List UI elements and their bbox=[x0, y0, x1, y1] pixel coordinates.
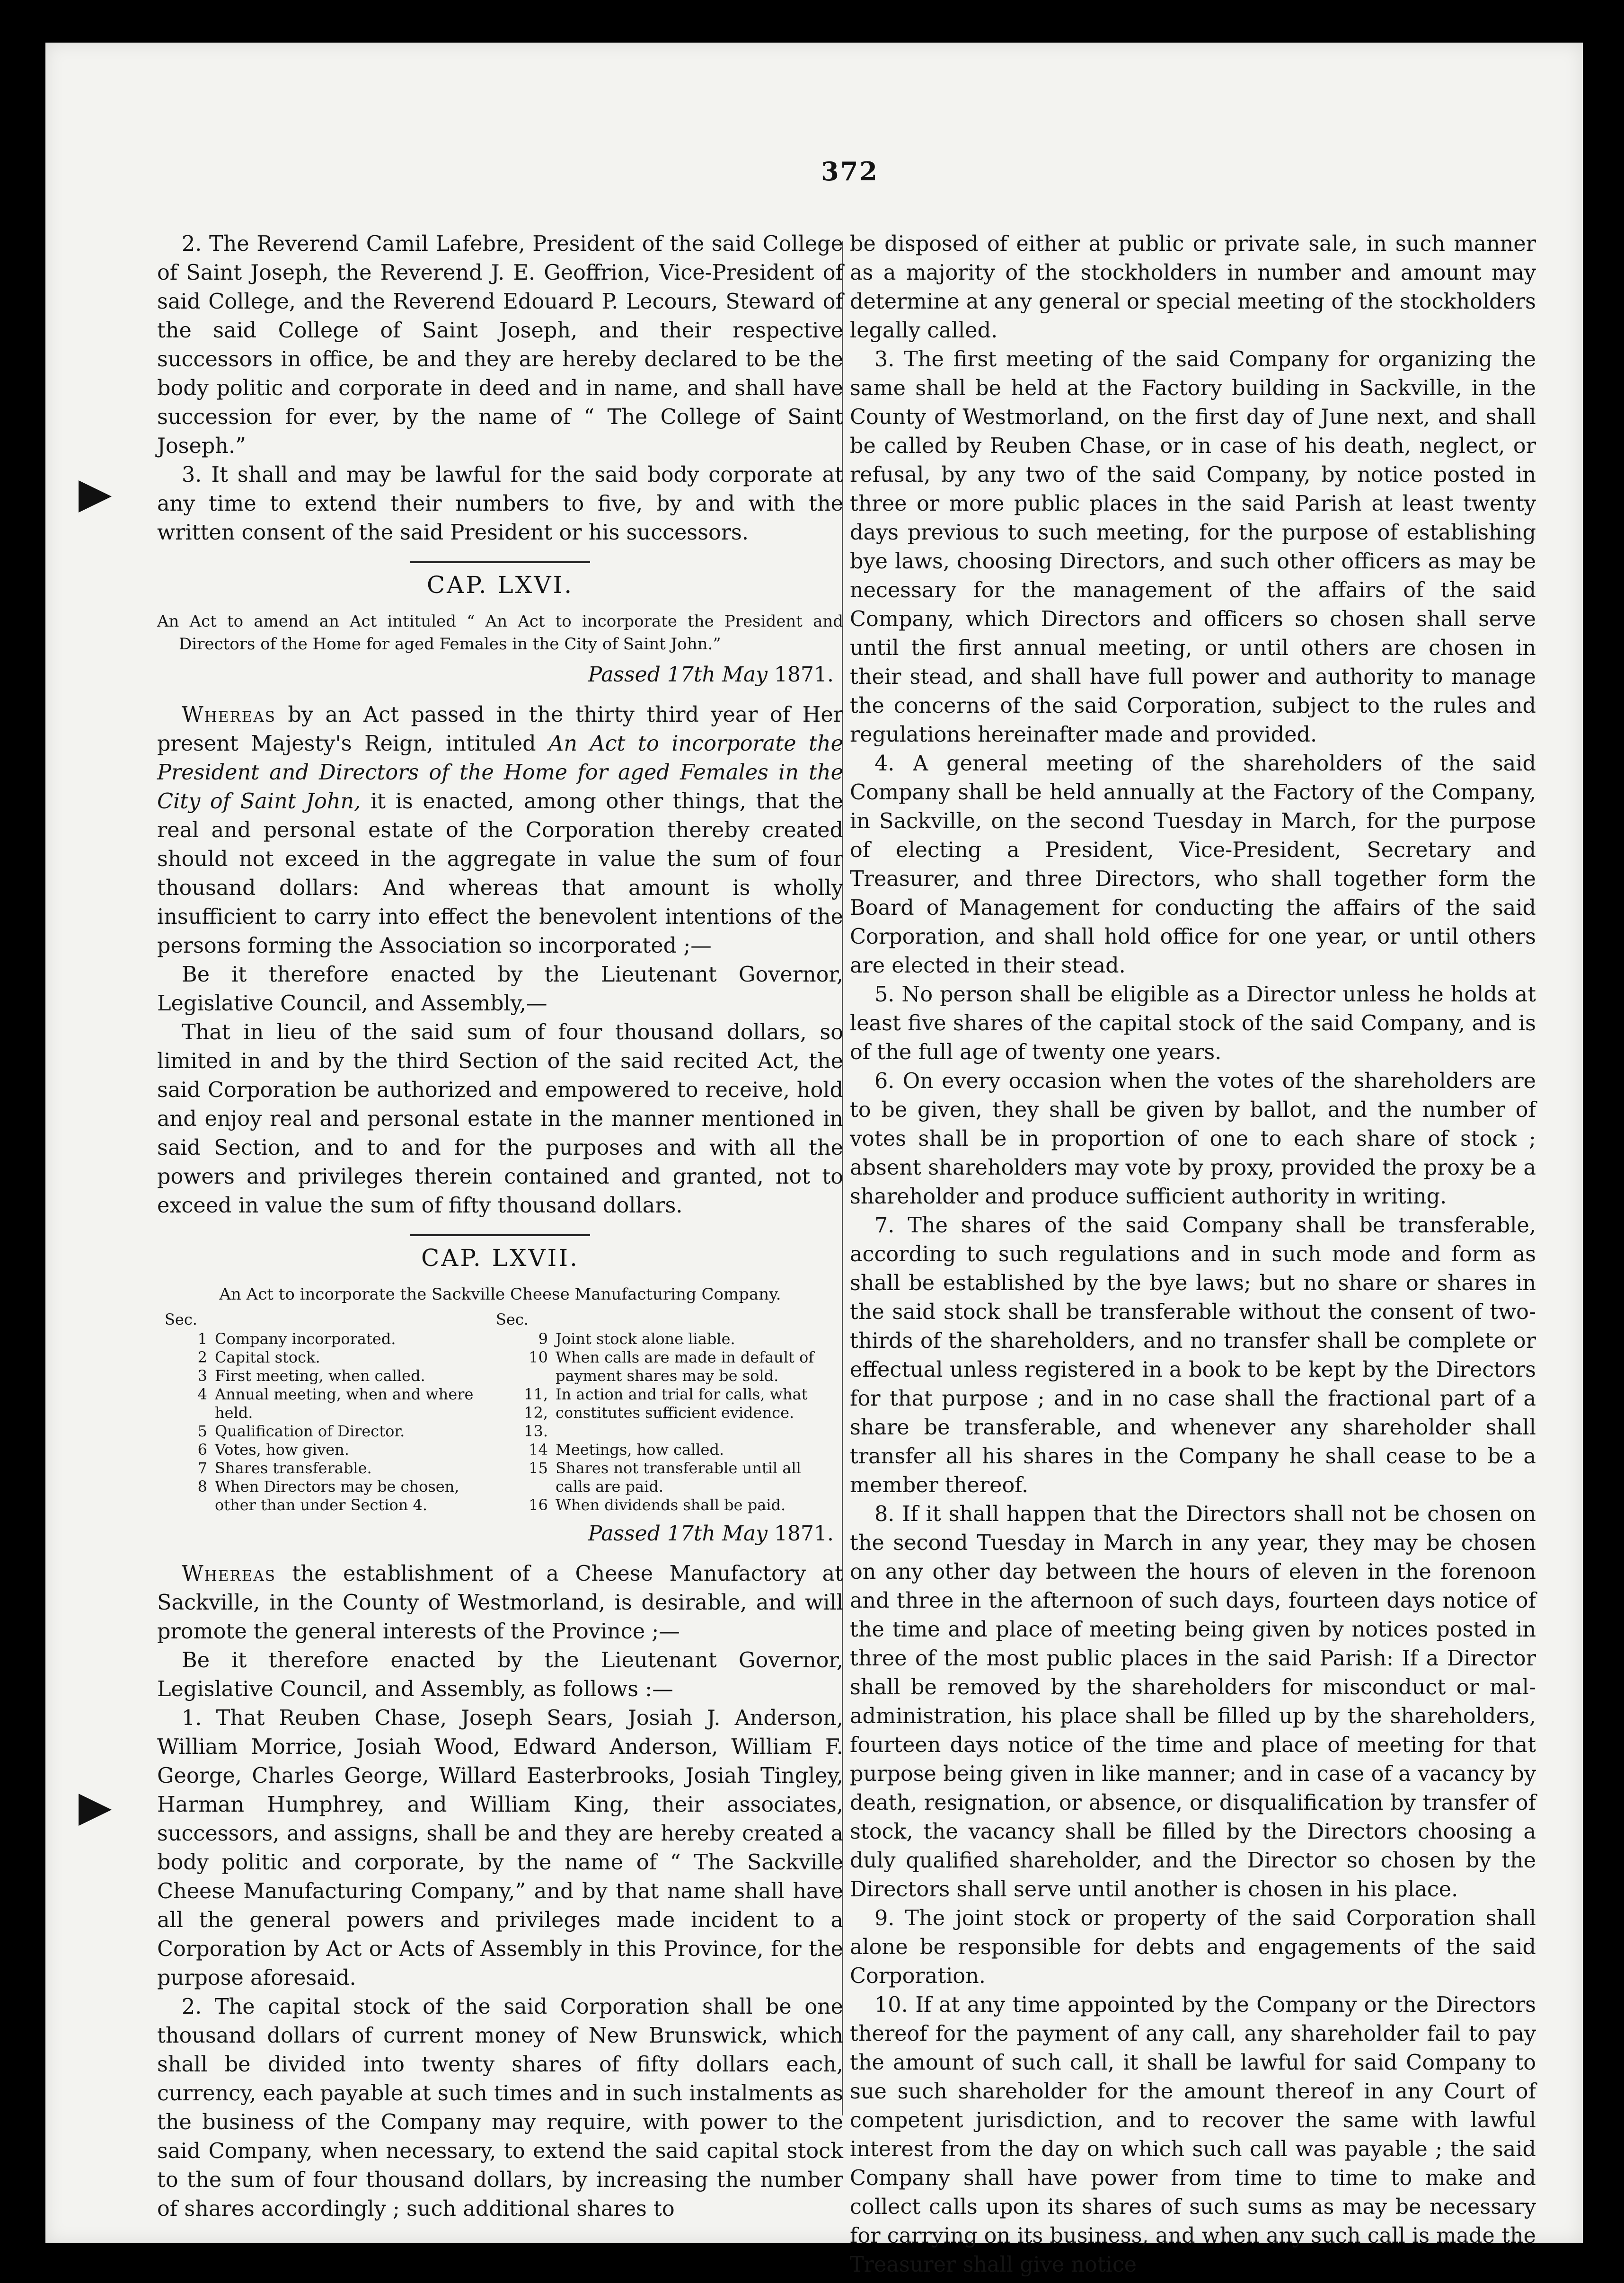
section-8-paragraph: 8. If it shall happen that the Directors shall not be chosen on the second Tuesday in March in any year, they may be chosen on any other day between the hours of eleven in the forenoon and three in the afternoon of such days, fourteen days notice of the time and place of meeting being given by notices posted in three of the most public places in the said Parish: If a Director shall be removed by the shareholders for misconduct or mal-administration, his place shall be filled up by the shareholders, fourteen days notice of the time and place of meeting for that purpose being given in like manner; and in case of a vacancy by death, resignation, or absence, or disqualification by transfer of stock, the vacancy shall be filled by the Directors choosing a duly qualified shareholder, and the Director so chosen by the Directors shall serve until another is chosen in his place. bbox=[850, 1502, 1536, 1902]
index-row bbox=[496, 1330, 837, 1348]
chapter-heading: CAP. LXVII. bbox=[421, 1244, 579, 1272]
index-row bbox=[165, 1385, 496, 1422]
section-6-paragraph: 6. On every occasion when the votes of the shareholders are to be given, they shall be given by ballot, and the number of votes shall be in proportion of one to each share of stock ; absent shareholders may vote by proxy, provided the proxy be a shareholder and produce sufficient authority in writing. bbox=[850, 1069, 1536, 1209]
index-number: 8 bbox=[197, 1478, 207, 1495]
index-title: Capital stock. bbox=[215, 1348, 320, 1366]
index-title: Joint stock alone liable. bbox=[556, 1330, 735, 1348]
recited-act-title: An Act to incorporate the President and Directors of the Home for aged Females in the City of Saint John, bbox=[157, 732, 843, 814]
index-row bbox=[496, 1441, 837, 1459]
document-page bbox=[45, 43, 1583, 2277]
passed-year: 1871. bbox=[774, 1522, 834, 1546]
index-header: Sec. bbox=[496, 1310, 529, 1328]
passed-prefix: Passed bbox=[588, 663, 661, 687]
preamble-text: by an Act passed in the thirty third year of Her present Majesty's Reign, intituled bbox=[157, 703, 843, 756]
index-title: First meeting, when called. bbox=[215, 1367, 425, 1385]
index-row bbox=[165, 1348, 496, 1367]
section-2-paragraph: 2. The Reverend Camil Lafebre, President of the said College of Saint Joseph, the Reverend J. E. Geoffrion, Vice-President of said College, and the Reverend Edouard P. Lecours, Steward of the said College of Saint Joseph, and their respective successors in office, be and they are hereby declared to be the body politic and corporate in deed and in name, and shall have succession for ever, by the name of “ The College of Saint Joseph.” bbox=[157, 232, 843, 458]
index-number: 16 bbox=[529, 1496, 548, 1514]
index-title: Qualification of Director. bbox=[215, 1422, 405, 1440]
preamble-paragraph bbox=[157, 1559, 843, 1646]
passed-year: 1871. bbox=[774, 663, 834, 687]
index-title: Votes, how given. bbox=[215, 1441, 349, 1459]
passed-day: 17th May bbox=[667, 1522, 768, 1546]
preamble-text-cont: it is enacted, among other things, that the real and personal estate of the Corporation thereby created should not exceed in the aggregate in value the sum of four thousand dollars: And whereas that amount is wholly insufficient to carry into effect the benevolent intentions of the persons forming the Association so incorporated ;— bbox=[157, 789, 844, 958]
section-2-paragraph: 2. The capital stock of the said Corporation shall be one thousand dollars of current money of New Brunswick, which shall be divided into twenty shares of fifty dollars each, currency, each payable at such times and in such instalments as the business of the Company may require, with power to the said Company, when necessary, to extend the said capital stock to the sum of four thousand dollars, by increasing the number of shares accordingly ; such additional shares to bbox=[157, 1995, 843, 2221]
index-title: Shares transferable. bbox=[215, 1459, 372, 1477]
index-title: Shares not transferable until all calls are paid. bbox=[556, 1459, 801, 1495]
section-rule bbox=[410, 1234, 590, 1236]
index-row bbox=[496, 1348, 837, 1385]
index-number: 9 bbox=[538, 1330, 548, 1348]
section-4-paragraph: 4. A general meeting of the shareholders of the said Company shall be held annually at the Factory of the Company, in Sackville, on the second Tuesday in March, for the purpose of electing a President, Vice-President, Secretary and Treasurer, and three Directors, who shall together form the Board of Management for conducting the affairs of the said Corporation, and shall hold office for one year, or until others are elected in their stead. bbox=[850, 752, 1536, 978]
index-number: 15 bbox=[529, 1459, 548, 1477]
section-10-paragraph: 10. If at any time appointed by the Company or the Directors thereof for the payment of any call, any shareholder fail to pay the amount of such call, it shall be lawful for said Company to sue such shareholder for the amount thereof in any Court of competent jurisdiction, and to recover the same with lawful interest from the day on which such call was payable ; the said Company shall have power from time to time to make and collect calls upon its shares of such sums as may be necessary for carrying on its business, and when any such call is made the Treasurer shall give notice bbox=[850, 1993, 1536, 2277]
act-description: An Act to incorporate the Sackville Cheese Manufacturing Company. bbox=[219, 1285, 781, 1304]
index-row bbox=[165, 1422, 496, 1441]
section-index bbox=[157, 1310, 843, 1514]
index-row bbox=[165, 1441, 496, 1459]
section-1-paragraph: 1. That Reuben Chase, Joseph Sears, Josiah J. Anderson, William Morrice, Josiah Wood, Edward Anderson, William F. George, Charles George, Willard Easterbrooks, Josiah Tingley, Harman Humphrey, and William King, their associates, successors, and assigns, shall be and they are hereby created a body politic and corporate, by the name of “ The Sackville Cheese Manufacturing Company,” and by that name shall have all the general powers and privileges made incident to a Corporation by Act or Acts of Assembly in this Province, for the purpose aforesaid. bbox=[157, 1706, 843, 1990]
section-9-paragraph: 9. The joint stock or property of the said Corporation shall alone be responsible for debts and engagements of the said Corporation. bbox=[850, 1906, 1536, 1988]
passed-date bbox=[157, 660, 834, 689]
preamble-paragraph bbox=[157, 700, 843, 960]
act-description: An Act to amend an Act intituled “ An Act to incorporate the President and Directors of the Home for aged Females in the City of Saint John.” bbox=[157, 612, 843, 654]
section-index-left bbox=[157, 1310, 496, 1514]
index-title: Meetings, how called. bbox=[556, 1441, 724, 1459]
index-row bbox=[496, 1459, 837, 1496]
page-number: 372 bbox=[821, 156, 879, 186]
left-column bbox=[157, 230, 843, 2223]
index-row bbox=[496, 1496, 837, 1514]
index-number: 6 bbox=[197, 1441, 207, 1459]
index-number: 2 bbox=[197, 1348, 207, 1366]
index-row bbox=[165, 1459, 496, 1478]
index-row bbox=[165, 1330, 496, 1348]
index-title: In action and trial for calls, what constitutes sufficient evidence. bbox=[556, 1385, 808, 1422]
margin-pointer-icon bbox=[79, 1794, 112, 1826]
index-title: When dividends shall be paid. bbox=[556, 1496, 786, 1514]
passed-prefix: Passed bbox=[588, 1522, 661, 1546]
enacting-clause: Be it therefore enacted by the Lieutenant Governor, Legislative Council, and Assembly,— bbox=[157, 963, 843, 1016]
index-header: Sec. bbox=[165, 1310, 197, 1328]
index-number: 14 bbox=[529, 1441, 548, 1459]
chapter-heading: CAP. LXVI. bbox=[426, 571, 574, 599]
margin-pointer-icon bbox=[79, 480, 112, 513]
index-title: When calls are made in default of payment shares may be sold. bbox=[556, 1348, 814, 1385]
passed-day: 17th May bbox=[667, 663, 768, 687]
index-number: 7 bbox=[197, 1459, 207, 1477]
index-row bbox=[165, 1367, 496, 1385]
enacting-clause: Be it therefore enacted by the Lieutenant Governor, Legislative Council, and Assembly, as follows :— bbox=[157, 1648, 843, 1701]
continued-paragraph: be disposed of either at public or private sale, in such manner as a majority of the stockholders in number and amount may determine at any general or special meeting of the stockholders legally called. bbox=[850, 232, 1536, 343]
whereas-word: Whereas bbox=[182, 703, 276, 727]
index-number: 10 bbox=[529, 1348, 548, 1366]
index-row bbox=[165, 1478, 496, 1514]
index-number: 4 bbox=[197, 1385, 207, 1403]
index-row bbox=[496, 1385, 837, 1441]
index-number: 11, 12, 13. bbox=[524, 1385, 548, 1440]
section-3-paragraph: 3. It shall and may be lawful for the said body corporate at any time to extend their numbers to five, by and with the written consent of the said President or his successors. bbox=[157, 463, 843, 545]
index-number: 3 bbox=[197, 1367, 207, 1385]
index-number: 5 bbox=[197, 1422, 207, 1440]
whereas-word: Whereas bbox=[182, 1562, 276, 1586]
section-index-right bbox=[496, 1310, 837, 1514]
passed-date bbox=[157, 1519, 834, 1548]
index-title: Annual meeting, when and where held. bbox=[215, 1385, 474, 1422]
right-column bbox=[850, 230, 1536, 2279]
body-paragraph: That in lieu of the said sum of four thousand dollars, so limited in and by the third Section of the said recited Act, the said Corporation be authorized and empowered to receive, hold and enjoy real and personal estate in the manner mentioned in said Section, and to and for the purposes and with all the powers and privileges therein contained and granted, not to exceed in value the sum of fifty thousand dollars. bbox=[157, 1020, 843, 1218]
section-5-paragraph: 5. No person shall be eligible as a Director unless he holds at least five shares of the capital stock of the said Company, and is of the full age of twenty one years. bbox=[850, 982, 1536, 1064]
section-3-paragraph: 3. The first meeting of the said Company for organizing the same shall be held at the Factory building in Sackville, in the County of Westmorland, on the first day of June next, and shall be called by Reuben Chase, or in case of his death, neglect, or refusal, by any two of the said Company, by notice posted in three or more public places in the said Parish at least twenty days previous to such meeting, for the purpose of establishing bye laws, choosing Directors, and such other officers as may be necessary for the management of the affairs of the said Company, which Directors and officers so chosen shall serve until the first annual meeting, or until others are chosen in their stead, and shall have full power and authority to manage the concerns of the said Corporation, subject to the rules and regulations hereinafter made and provided. bbox=[850, 347, 1536, 747]
preamble-text: the establishment of a Cheese Manufactory at Sackville, in the County of Westmorland, is desirable, and will promote the general interests of the Province ;— bbox=[157, 1562, 843, 1644]
index-title: Company incorporated. bbox=[215, 1330, 396, 1348]
index-title: When Directors may be chosen, other than under Section 4. bbox=[215, 1478, 459, 1514]
index-number: 1 bbox=[197, 1330, 207, 1348]
section-7-paragraph: 7. The shares of the said Company shall be transferable, according to such regulations and in such mode and form as shall be established by the bye laws; but no share or shares in the said stock shall be transferable without the consent of two-thirds of the shareholders, and no transfer shall be complete or effectual unless registered in a book to be kept by the Directors for that purpose ; and in no case shall the fractional part of a share be transferable, and whenever any shareholder shall transfer all his shares in the Company he shall cease to be a member thereof. bbox=[850, 1213, 1536, 1497]
section-rule bbox=[410, 561, 590, 563]
